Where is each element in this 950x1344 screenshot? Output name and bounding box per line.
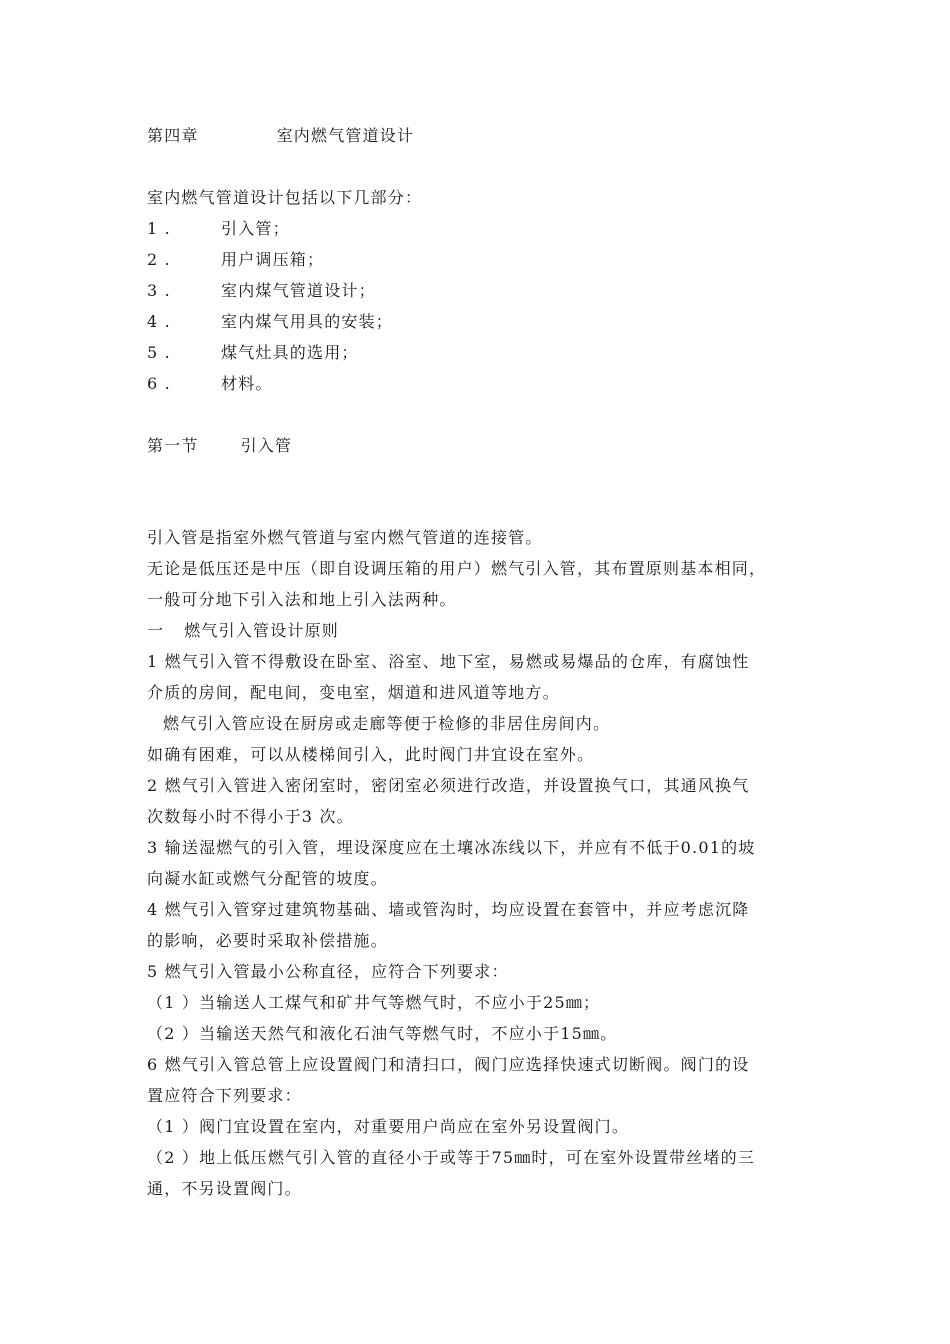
paragraph-line: （2 ）地上低压燃气引入管的直径小于或等于75㎜时，可在室外设置带丝堵的三 bbox=[147, 1148, 756, 1167]
list-item-number: 1 . bbox=[147, 219, 171, 238]
subheading-number: 一 bbox=[147, 621, 165, 640]
paragraph-line: 次数每小时不得小于3 次。 bbox=[147, 807, 354, 826]
list-item-number: 3 . bbox=[147, 281, 171, 300]
section-heading bbox=[147, 436, 292, 456]
section-title: 引入管 bbox=[240, 436, 293, 455]
list-item-text: 室内煤气用具的安装； bbox=[221, 312, 394, 331]
list-item-text: 煤气灶具的选用； bbox=[221, 343, 359, 362]
subheading-text: 燃气引入管设计原则 bbox=[184, 621, 340, 640]
paragraph-line: （2 ）当输送天然气和液化石油气等燃气时，不应小于15㎜。 bbox=[147, 1024, 618, 1043]
paragraph-line: 如确有困难，可以从楼梯间引入，此时阀门井宜设在室外。 bbox=[147, 745, 595, 764]
list-item-number: 6 . bbox=[147, 374, 171, 393]
list-item-text: 引入管； bbox=[221, 219, 290, 238]
paragraph-line: 置应符合下列要求： bbox=[147, 1086, 302, 1105]
list-item bbox=[147, 312, 393, 332]
subheading bbox=[147, 621, 339, 641]
list-item bbox=[147, 374, 273, 394]
paragraph-line: 6 燃气引入管总管上应设置阀门和清扫口，阀门应选择快速式切断阀。阀门的设 bbox=[147, 1055, 750, 1074]
paragraph-line: 4 燃气引入管穿过建筑物基础、墙或管沟时，均应设置在套管中，并应考虑沉降 bbox=[147, 900, 750, 919]
paragraph-line: 1 燃气引入管不得敷设在卧室、浴室、地下室，易燃或易爆品的仓库，有腐蚀性 bbox=[147, 652, 750, 671]
paragraph-line: （1 ）阀门宜设置在室内，对重要用户尚应在室外另设置阀门。 bbox=[147, 1117, 630, 1136]
list-item bbox=[147, 219, 290, 239]
paragraph-line: 燃气引入管应设在厨房或走廊等便于检修的非居住房间内。 bbox=[163, 714, 611, 733]
list-item-text: 材料。 bbox=[221, 374, 273, 393]
paragraph-line: 一般可分地下引入法和地上引入法两种。 bbox=[147, 590, 457, 609]
list-item-number: 2 . bbox=[147, 250, 171, 269]
list-item bbox=[147, 250, 324, 270]
paragraph-line: 介质的房间，配电间，变电室，烟道和进风道等地方。 bbox=[147, 683, 560, 702]
paragraph-line: 无论是低压还是中压（即自设调压箱的用户）燃气引入管，其布置原则基本相同， bbox=[147, 559, 767, 578]
list-item-number: 5 . bbox=[147, 343, 171, 362]
list-item-text: 用户调压箱； bbox=[221, 250, 325, 269]
list-item bbox=[147, 281, 376, 301]
paragraph-line: 2 燃气引入管进入密闭室时，密闭室必须进行改造，并设置换气口，其通风换气 bbox=[147, 776, 750, 795]
paragraph-line: 的影响，必要时采取补偿措施。 bbox=[147, 931, 388, 950]
intro-text: 室内燃气管道设计包括以下几部分： bbox=[147, 188, 423, 207]
list-item-text: 室内煤气管道设计； bbox=[221, 281, 376, 300]
list-item bbox=[147, 343, 359, 363]
chapter-heading bbox=[147, 126, 414, 146]
chapter-title: 室内燃气管道设计 bbox=[276, 126, 415, 145]
paragraph-line: 通，不另设置阀门。 bbox=[147, 1179, 302, 1198]
paragraph-line: 向凝水缸或燃气分配管的坡度。 bbox=[147, 869, 388, 888]
list-item-number: 4 . bbox=[147, 312, 171, 331]
paragraph-line: （1 ）当输送人工煤气和矿井气等燃气时，不应小于25㎜； bbox=[147, 993, 601, 1012]
paragraph-line: 5 燃气引入管最小公称直径，应符合下列要求： bbox=[147, 962, 509, 981]
chapter-label: 第四章 bbox=[147, 126, 199, 145]
paragraph-line: 3 输送湿燃气的引入管，埋设深度应在土壤冰冻线以下，并应有不低于0.01的坡 bbox=[147, 838, 756, 857]
section-label: 第一节 bbox=[147, 436, 199, 455]
paragraph-line: 引入管是指室外燃气管道与室内燃气管道的连接管。 bbox=[147, 528, 543, 547]
